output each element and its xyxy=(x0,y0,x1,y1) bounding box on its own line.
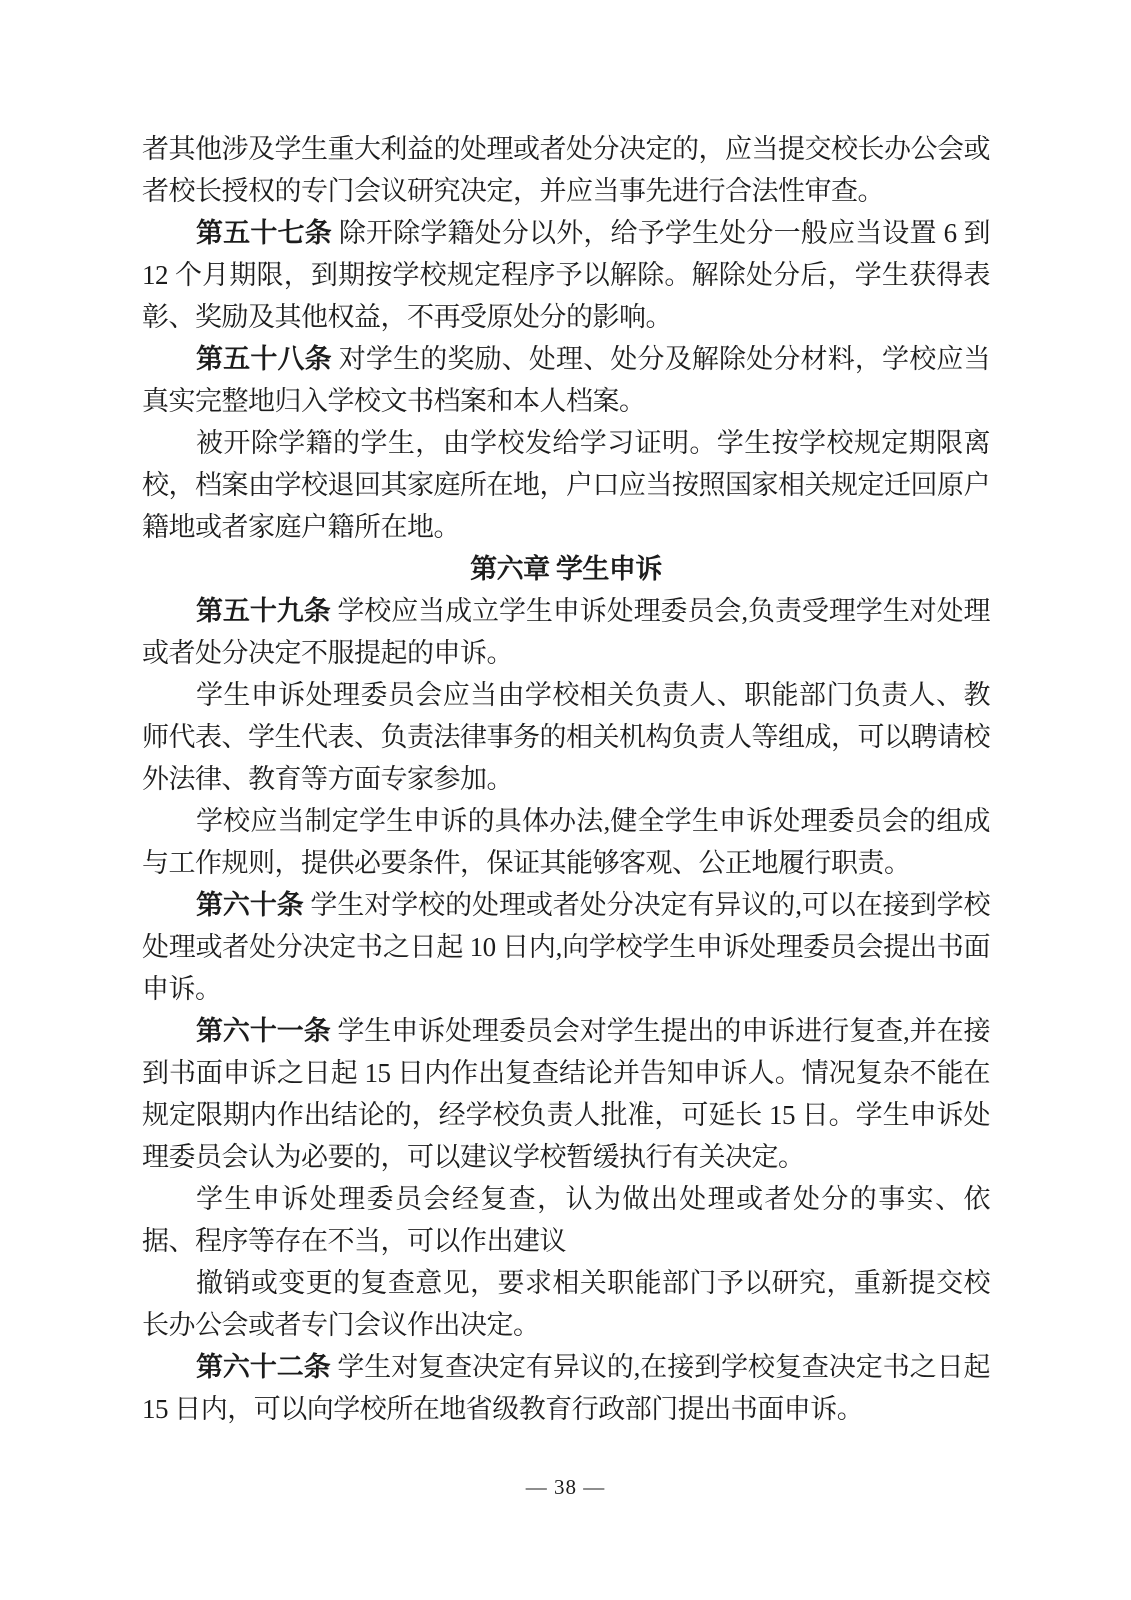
page-number: — 38 — xyxy=(525,1475,606,1499)
article-number: 第六十条 xyxy=(196,890,304,920)
article-number: 第五十七条 xyxy=(196,218,332,248)
document-body xyxy=(142,128,990,1430)
paragraph: 学校应当制定学生申诉的具体办法,健全学生申诉处理委员会的组成与工作规则，提供必要条件，保证其能够客观、公正地履行职责。 xyxy=(142,806,990,878)
paragraph: 被开除学籍的学生，由学校发给学习证明。学生按学校规定期限离校，档案由学校退回其家庭所在地，户口应当按照国家相关规定迁回原户籍地或者家庭户籍所在地。 xyxy=(142,428,990,542)
article-text: 除开除学籍处分以外，给予学生处分一般应当设置 6 到 12 个月期限，到期按学校规定程序予以解除。解除处分后，学生获得表彰、奖励及其他权益，不再受原处分的影响。 xyxy=(142,218,991,332)
paragraph xyxy=(142,884,990,1010)
article-text: 学生对复查决定有异议的,在接到学校复查决定书之日起 15 日内，可以向学校所在地省级教育行政部门提出书面申诉。 xyxy=(142,1352,991,1424)
paragraph: 者其他涉及学生重大利益的处理或者处分决定的，应当提交校长办公会或者校长授权的专门会议研究决定，并应当事先进行合法性审查。 xyxy=(142,134,990,206)
article-number: 第六十一条 xyxy=(196,1016,331,1046)
paragraph xyxy=(142,590,990,674)
paragraph xyxy=(142,338,990,422)
paragraph xyxy=(142,1346,990,1430)
page-footer xyxy=(0,1472,1131,1502)
chapter-heading: 第六章 学生申诉 xyxy=(470,554,662,584)
article-text: 学生申诉处理委员会对学生提出的申诉进行复查,并在接到书面申诉之日起 15 日内作出复查结论并告知申诉人。情况复杂不能在规定限期内作出结论的，经学校负责人批准，可延长 15 日。学生申诉处理委员会认为必要的，可以建议学校暂缓执行有关决定。 xyxy=(142,1016,991,1172)
paragraph xyxy=(142,1010,990,1178)
paragraph: 撤销或变更的复查意见，要求相关职能部门予以研究，重新提交校长办公会或者专门会议作出决定。 xyxy=(142,1268,990,1340)
article-number: 第六十二条 xyxy=(196,1352,331,1382)
article-number: 第五十八条 xyxy=(196,344,332,374)
paragraph xyxy=(142,212,990,338)
paragraph: 学生申诉处理委员会应当由学校相关负责人、职能部门负责人、教师代表、学生代表、负责法律事务的相关机构负责人等组成，可以聘请校外法律、教育等方面专家参加。 xyxy=(142,680,990,794)
article-text: 学校应当成立学生申诉处理委员会,负责受理学生对处理或者处分决定不服提起的申诉。 xyxy=(142,596,991,668)
article-text: 学生对学校的处理或者处分决定有异议的,可以在接到学校处理或者处分决定书之日起 10 日内,向学校学生申诉处理委员会提出书面申诉。 xyxy=(142,890,991,1004)
paragraph: 学生申诉处理委员会经复查，认为做出处理或者处分的事实、依据、程序等存在不当，可以作出建议 xyxy=(142,1184,990,1256)
article-text: 对学生的奖励、处理、处分及解除处分材料，学校应当真实完整地归入学校文书档案和本人档案。 xyxy=(142,344,991,416)
article-number: 第五十九条 xyxy=(196,596,331,626)
